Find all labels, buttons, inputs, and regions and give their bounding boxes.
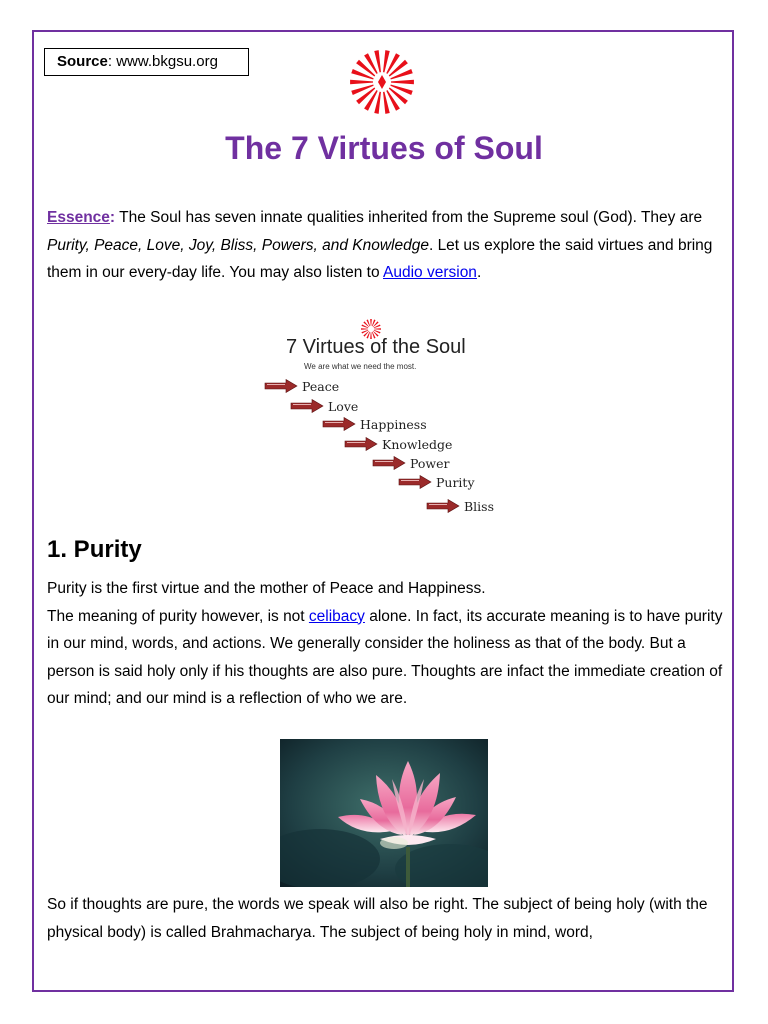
virtue-item-peace	[264, 378, 339, 394]
diagram-title: 7 Virtues of the Soul	[286, 336, 466, 358]
essence-text-1: The Soul has seven innate qualities inherited from the Supreme soul (God). They are	[115, 209, 703, 226]
purity-text-b: alone. In fact, its accurate meaning is to have purity in our mind, words, and actions. We generally consider the holiness as that of the body. But a person is said holy only if his thoughts are also pure. Thoughts are infact the immediate creation of our mind; and our mind is a reflection of who we are.	[47, 607, 723, 707]
arrow-right-icon	[264, 379, 298, 393]
purity-paragraph	[47, 575, 727, 713]
virtue-item-happiness	[322, 416, 427, 432]
virtue-item-bliss	[426, 498, 494, 514]
essence-virtues-list: Purity, Peace, Love, Joy, Bliss, Powers, and Knowledge	[47, 236, 429, 254]
arrow-right-icon	[426, 499, 460, 513]
essence-text-3: .	[476, 264, 482, 281]
section-heading-purity: 1. Purity	[47, 536, 142, 563]
virtue-label: Purity	[436, 474, 475, 490]
arrow-right-icon	[398, 475, 432, 489]
virtue-label: Power	[410, 455, 450, 471]
essence-text-2: . Let us explore the said virtues and bring them in our every-day life. You may also listen to	[47, 236, 713, 281]
arrow-right-icon	[372, 456, 406, 470]
logo-icon	[348, 44, 416, 120]
arrow-right-icon	[290, 399, 324, 413]
purity-continued-paragraph: So if thoughts are pure, the words we speak will also be right. The subject of being holy (with the physical body) is called Brahmacharya. The subject of being holy in mind, word,	[47, 896, 708, 941]
diagram-subtitle: We are what we need the most.	[304, 362, 417, 371]
essence-colon: :	[109, 209, 116, 226]
source-value: : www.bkgsu.org	[107, 53, 218, 70]
celibacy-link[interactable]: celibacy	[308, 607, 365, 625]
purity-text-a: The meaning of purity however, is not	[47, 607, 309, 625]
lotus-image	[280, 739, 488, 887]
virtue-label: Peace	[302, 378, 340, 394]
source-label: Source	[57, 53, 108, 70]
virtue-item-purity	[398, 474, 475, 490]
virtue-label: Bliss	[464, 498, 495, 514]
source-box	[44, 48, 249, 76]
essence-label: Essence	[47, 209, 110, 226]
virtue-item-knowledge	[344, 436, 452, 452]
virtue-item-power	[372, 455, 450, 471]
arrow-right-icon	[344, 437, 378, 451]
virtue-label: Happiness	[360, 416, 427, 432]
virtues-diagram	[262, 316, 508, 518]
purity-intro-line: Purity is the first virtue and the mother of Peace and Happiness.	[47, 580, 486, 597]
essence-paragraph	[47, 204, 727, 287]
audio-version-link[interactable]: Audio version	[383, 264, 477, 281]
virtue-item-love	[290, 398, 358, 414]
page-title: The 7 Virtues of Soul	[225, 130, 543, 166]
virtue-label: Knowledge	[382, 436, 453, 452]
arrow-right-icon	[322, 417, 356, 431]
virtue-label: Love	[328, 398, 359, 414]
